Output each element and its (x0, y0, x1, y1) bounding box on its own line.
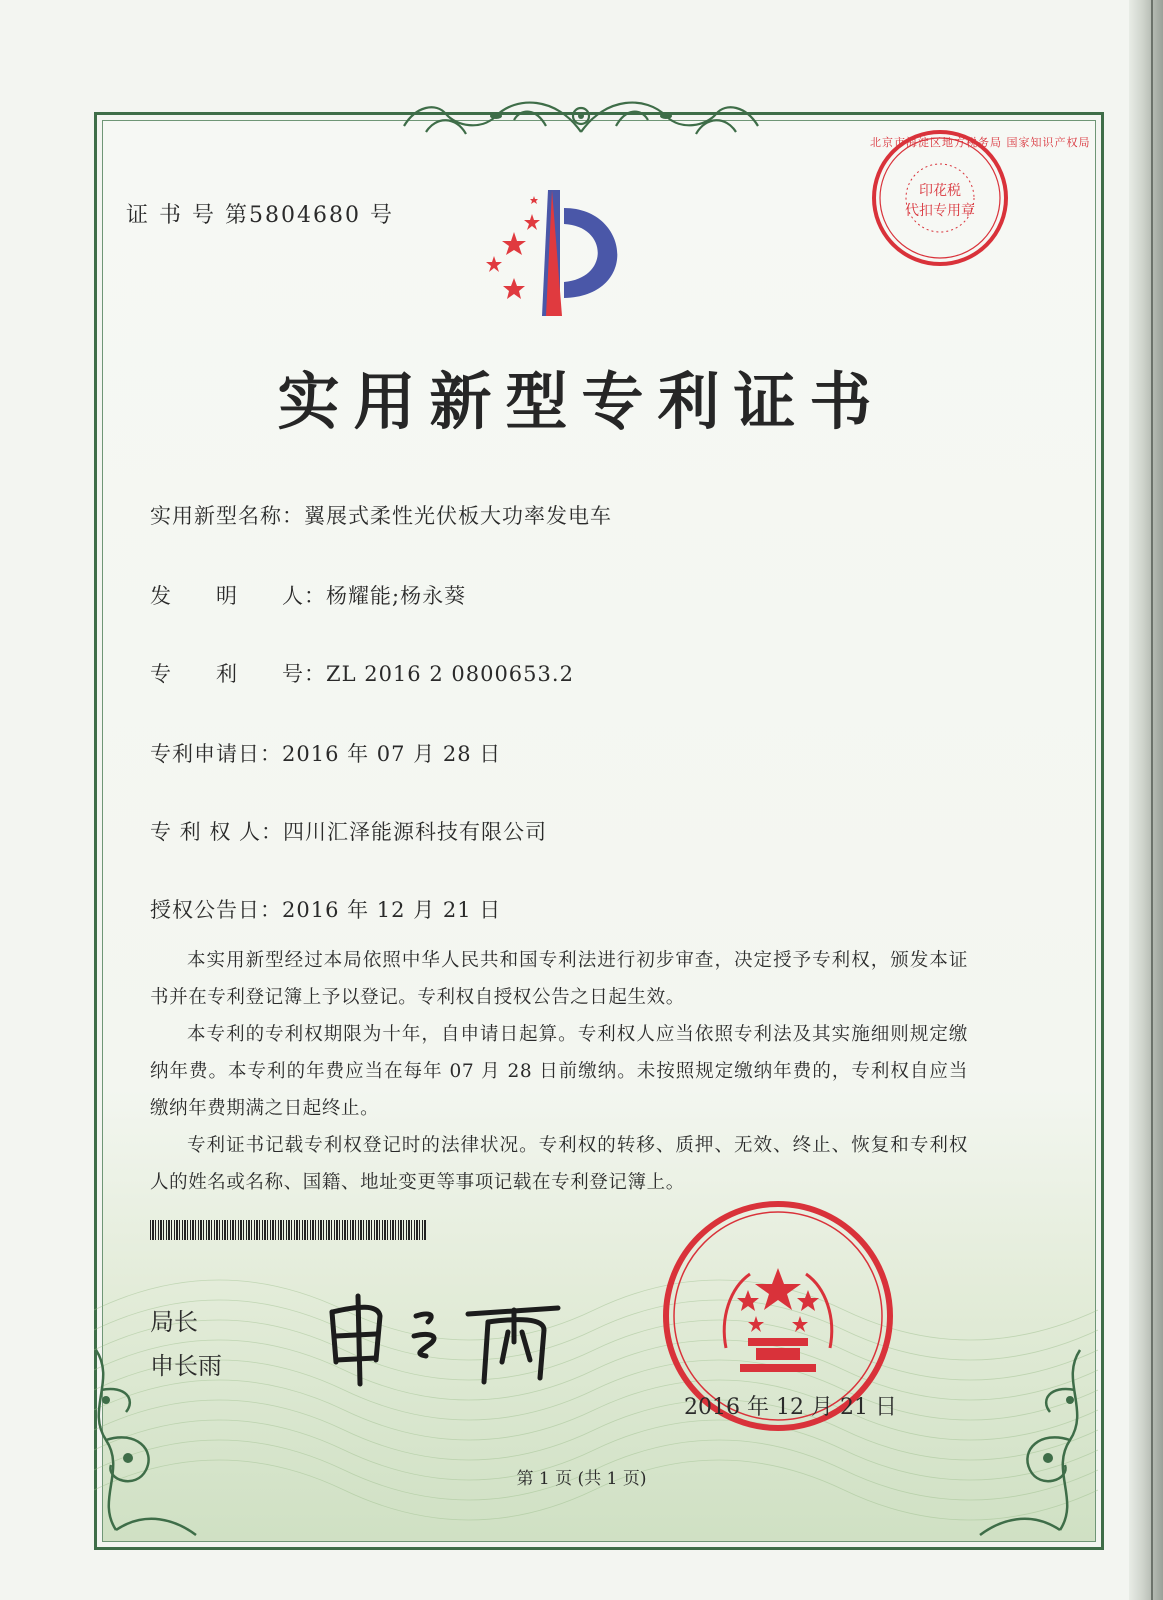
certificate-title: 实用新型专利证书 (277, 365, 886, 438)
field-value: 四川汇泽能源科技有限公司 (283, 820, 548, 844)
certificate-number: 证 书 号 第5804680 号 (126, 203, 394, 228)
body-paragraph: 专利证书记载专利权登记时的法律状况。专利权的转移、质押、无效、终止、恢复和专利权人的姓名或名称、国籍、地址变更等事项记载在专利登记簿上。 (150, 1135, 968, 1193)
field-label: 授权公告日： (150, 898, 282, 922)
tax-seal-center-line2: 代扣专用章 (905, 203, 975, 219)
director-title: 局长 (150, 1308, 198, 1336)
tax-seal (870, 128, 1091, 268)
field-value: 翼展式柔性光伏板大功率发电车 (304, 504, 612, 528)
field-grant-date (150, 894, 501, 924)
top-ornament (396, 86, 766, 146)
field-value: ZL 2016 2 0800653.2 (326, 662, 574, 686)
field-label: 专利申请日： (150, 742, 282, 766)
barcode (150, 1220, 426, 1240)
corner-ornament-right (960, 1340, 1100, 1540)
field-utility-model-name (150, 500, 612, 530)
field-filing-date (150, 738, 501, 768)
page-footer: 第 1 页 (共 1 页) (516, 1469, 647, 1489)
tax-seal-ring-text: 北京市海淀区地方税务局 国家知识产权局 (870, 136, 1091, 149)
certificate-body (150, 942, 968, 1201)
field-label: 实用新型名称： (150, 504, 304, 528)
field-inventor (150, 580, 466, 610)
field-value: 2016 年 07 月 28 日 (282, 742, 502, 766)
patent-office-logo-icon (480, 186, 640, 320)
field-label: 发 明 人： (150, 584, 326, 608)
field-label: 专 利 权 人： (150, 820, 284, 844)
seal-date: 2016 年 12 月 21 日 (684, 1395, 897, 1420)
field-value: 2016 年 12 月 21 日 (282, 898, 502, 922)
field-patent-number (150, 658, 574, 688)
director-signature (318, 1282, 568, 1392)
body-paragraph: 本实用新型经过本局依照中华人民共和国专利法进行初步审查，决定授予专利权，颁发本证书并在专利登记簿上予以登记。专利权自授权公告之日起生效。 (150, 950, 968, 1008)
body-paragraph: 本专利的专利权期限为十年，自申请日起算。专利权人应当依照专利法及其实施细则规定缴纳年费。本专利的年费应当在每年 07 月 28 日前缴纳。未按照规定缴纳年费的，专利权自应当缴纳年费期满之日起终止。 (150, 1024, 968, 1119)
field-value: 杨耀能;杨永葵 (326, 584, 467, 608)
field-patentee (150, 816, 547, 846)
tax-seal-center-line1: 印花税 (919, 183, 961, 199)
guilloche-pattern (94, 1190, 1098, 1544)
scan-edge (1129, 0, 1163, 1600)
field-label: 专 利 号： (150, 662, 326, 686)
scan-edge-line (1151, 0, 1153, 1600)
director-name: 申长雨 (150, 1352, 222, 1380)
